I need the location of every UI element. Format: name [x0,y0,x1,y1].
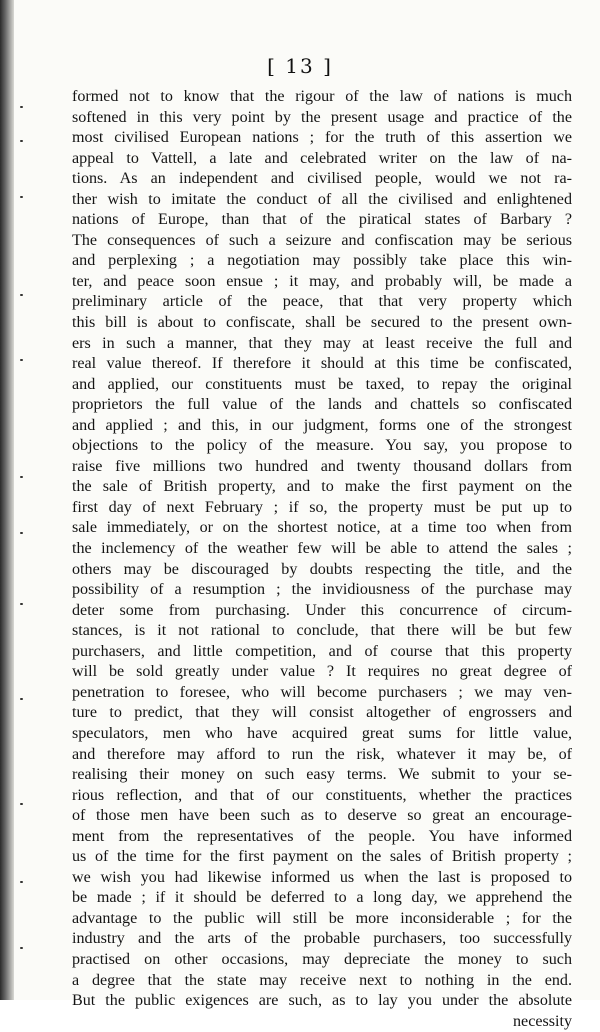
text-line: But the public exigences are such, as to lay you under the absolute [72,992,572,1010]
text-line: raise five millions two hundred and twenty thousand dollars from [72,457,572,475]
text-line: tions. As an independent and civilised people, would we not ra- [72,170,572,188]
text-line: The consequences of such a seizure and confiscation may be serious [72,231,572,249]
gutter-specks [20,0,30,1000]
text-line: and applied ; and this, in our judgment, forms one of the strongest [72,416,572,434]
text-line: speculators, men who have acquired great sums for little value, [72,724,572,742]
text-line: penetration to foresee, who will become purchasers ; we may ven- [72,683,572,701]
text-line: purchasers, and little competition, and of course that this property [72,642,572,660]
text-line: others may be discouraged by doubts respecting the title, and the [72,560,572,578]
text-line: ture to predict, that they will consist altogether of engrossers and [72,704,572,722]
text-line: and perplexing ; a negotiation may possibly take place this win- [72,252,572,270]
text-line: first day of next February ; if so, the property must be put up to [72,498,572,516]
text-line: possibility of a resumption ; the invidiousness of the purchase may [72,581,572,599]
text-line: us of the time for the first payment on the sales of British property ; [72,848,572,866]
text-line: proprietors the full value of the lands and chattels so confiscated [72,396,572,414]
text-line: industry and the arts of the probable purchasers, too successfully [72,930,572,948]
text-line: necessity [513,1012,572,1030]
text-line: a degree that the state may receive next to nothing in the end. [72,971,572,989]
text-line: this bill is about to confiscate, shall be secured to the present own- [72,314,572,332]
text-line: sale immediately, or on the shortest notice, at a time too when from [72,519,572,537]
text-line: softened in this very point by the present usage and practice of the [72,108,572,126]
text-line: real value thereof. If therefore it should at this time be confiscated, [72,355,572,373]
text-line: rious reflection, and that of our constituents, whether the practices [72,786,572,804]
text-line: advantage to the public will still be more inconsiderable ; for the [72,909,572,927]
text-line: and therefore may afford to run the risk, whatever it may be, of [72,745,572,763]
text-line: stances, is it not rational to conclude, that there will be but few [72,622,572,640]
text-line: most civilised European nations ; for the truth of this assertion we [72,129,572,147]
text-line: ther wish to imitate the conduct of all the civilised and enlightened [72,190,572,208]
body-text [72,87,572,1032]
text-line: ers in such a manner, that they may at least receive the full and [72,334,572,352]
text-line: be made ; if it should be deferred to a long day, we apprehend the [72,889,572,907]
text-line: practised on other occasions, may depreciate the money to such [72,950,572,968]
text-line: objections to the policy of the measure. You say, you propose to [72,437,572,455]
text-line: we wish you had likewise informed us when the last is proposed to [72,868,572,886]
text-line: ter, and peace soon ensue ; it may, and probably will, be made a [72,272,572,290]
text-line: will be sold greatly under value ? It requires no great degree of [72,663,572,681]
binding-gutter [0,0,14,1000]
text-line: realising their money on such easy terms. We submit to your se- [72,766,572,784]
text-line: deter some from purchasing. Under this concurrence of circum- [72,601,572,619]
text-line: nations of Europe, than that of the piratical states of Barbary ? [72,211,572,229]
text-line: the sale of British property, and to make the first payment on the [72,478,572,496]
text-line: appeal to Vattell, a late and celebrated writer on the law of na- [72,149,572,167]
page-number: [ 13 ] [267,54,333,78]
text-line: formed not to know that the rigour of the law of nations is much [72,88,572,105]
text-line: preliminary article of the peace, that that very property which [72,293,572,311]
text-line: the inclemency of the weather few will be able to attend the sales ; [72,540,572,558]
text-line: and applied, our constituents must be taxed, to repay the original [72,375,572,393]
text-line: ment from the representatives of the people. You have informed [72,827,572,845]
text-line: of those men have been such as to deserve so great an encourage- [72,807,572,825]
